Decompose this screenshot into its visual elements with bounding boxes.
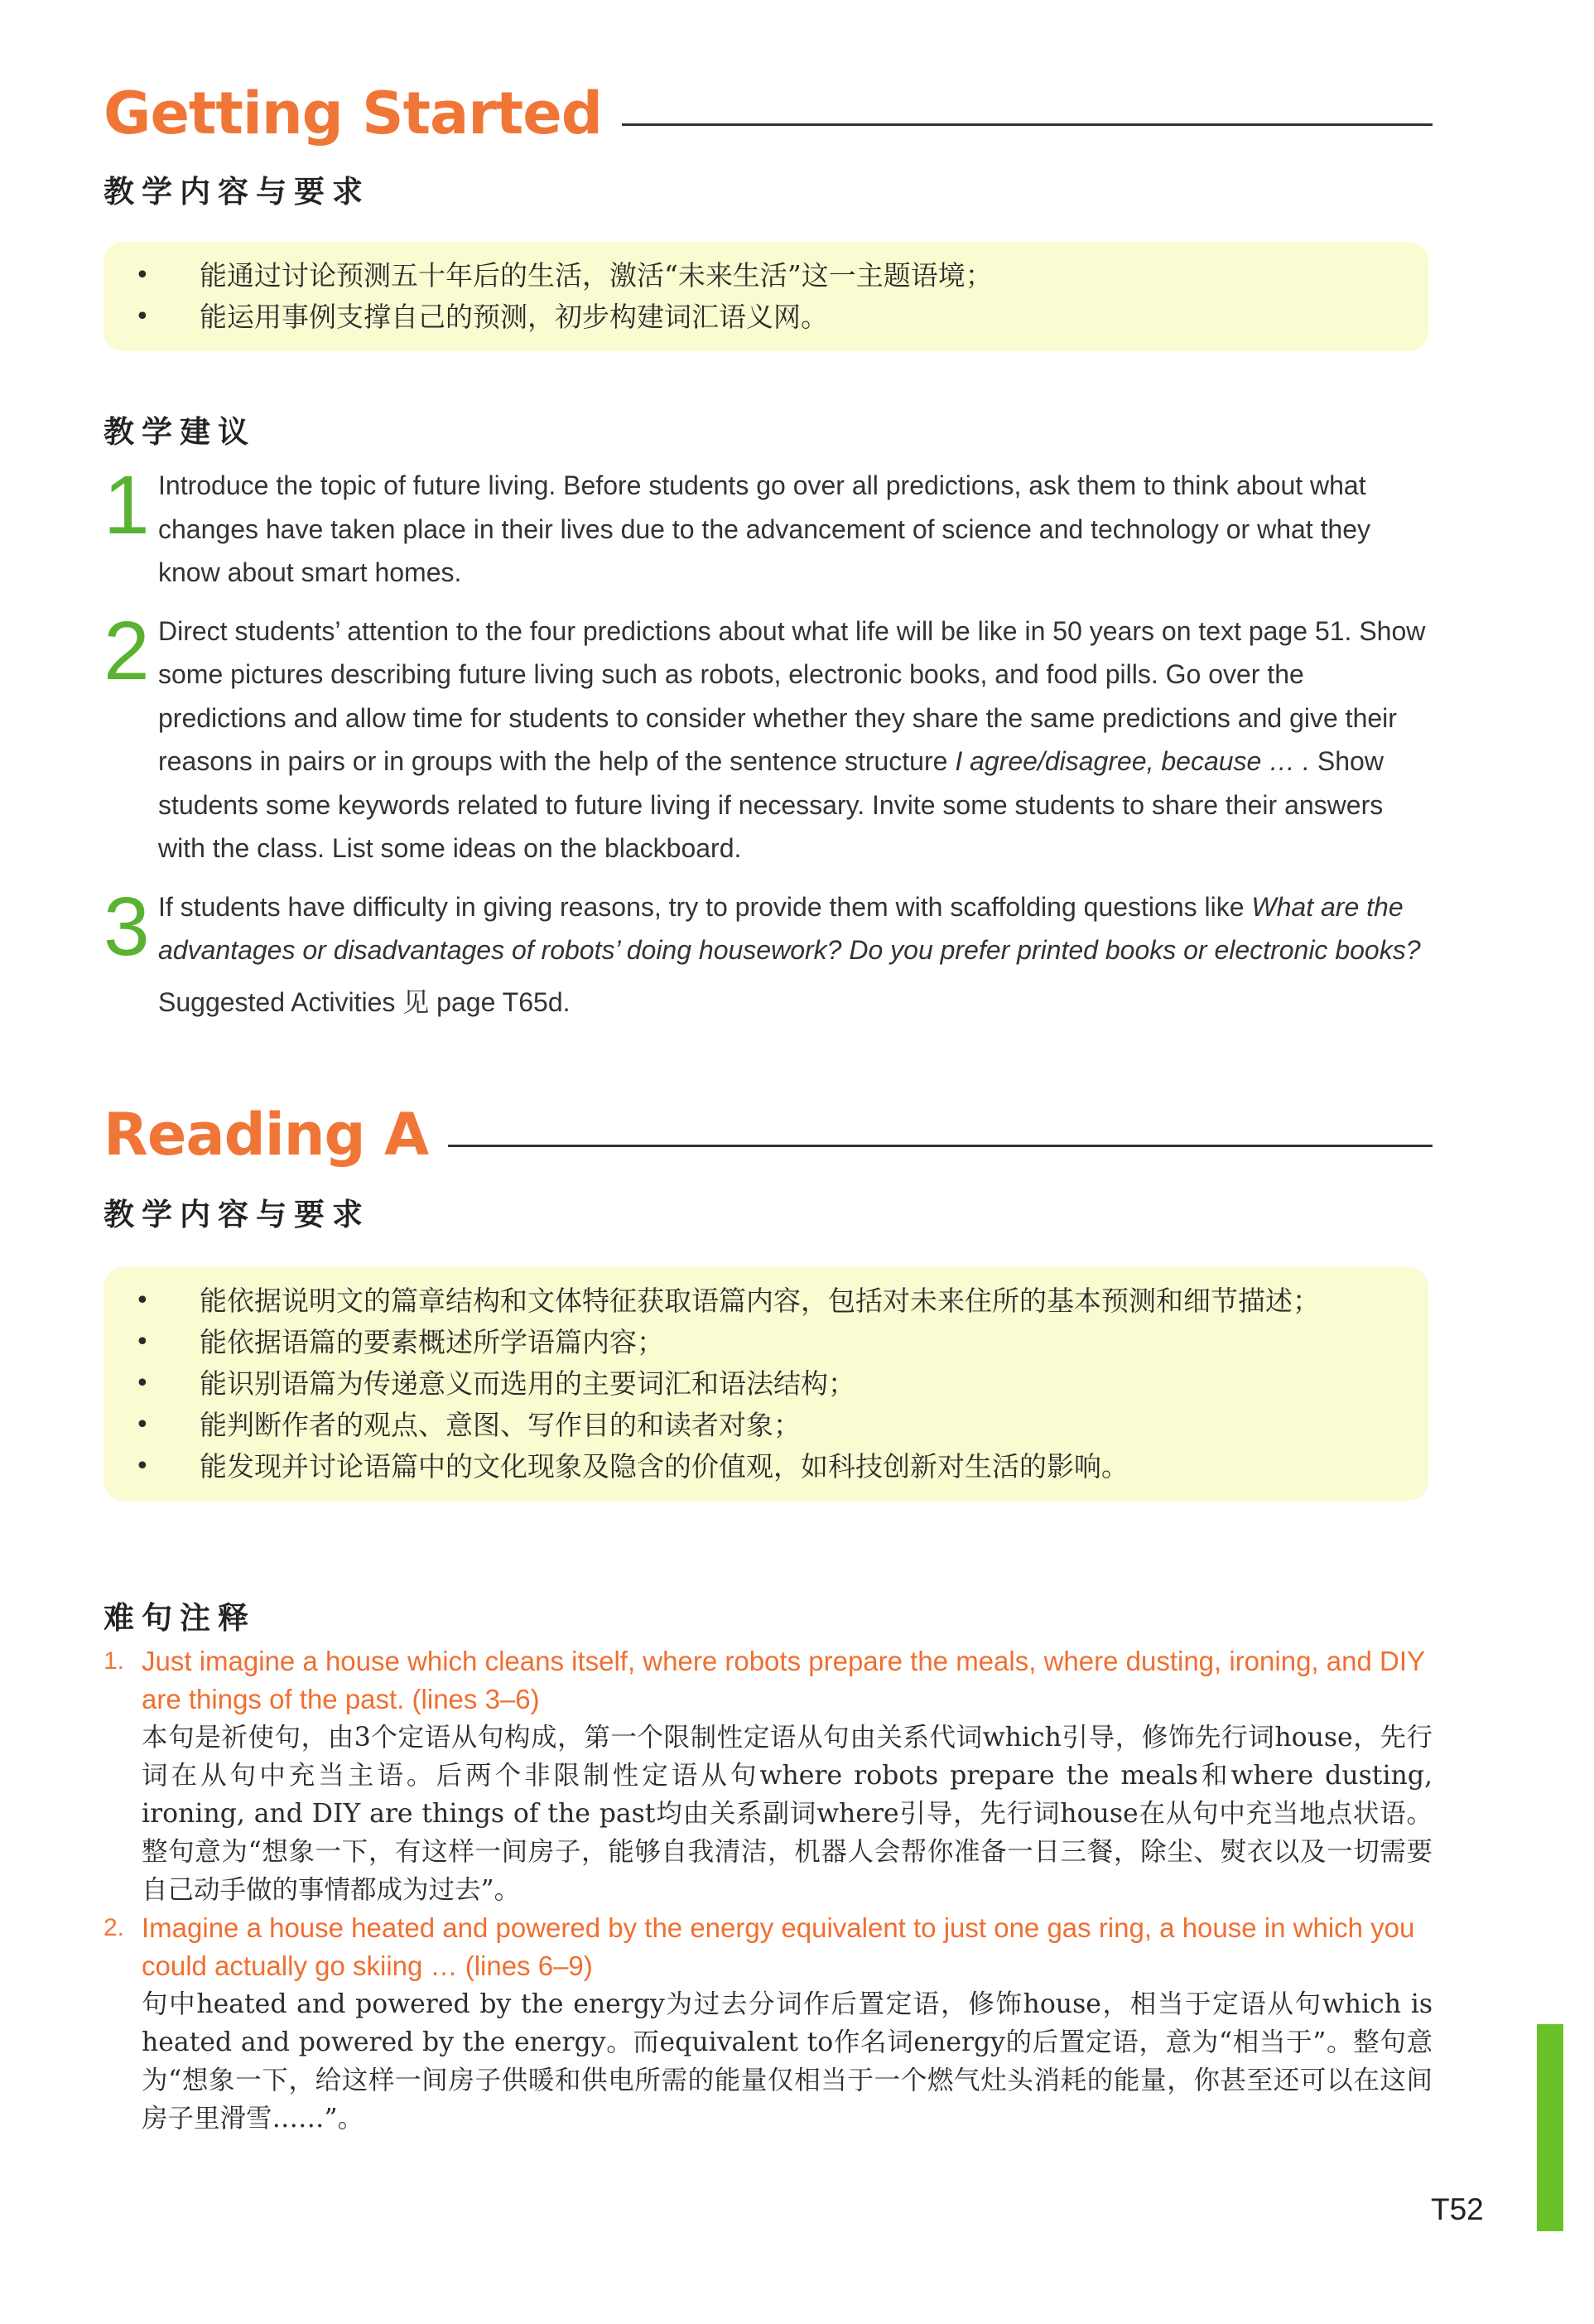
note-english-sentence: Imagine a house heated and powered by the energy equivalent to just one gas ring, a house in which you could actually go skiing … (lines 6–9)	[142, 1912, 1415, 1981]
note-english-sentence: Just imagine a house which cleans itself, where robots prepare the meals, where dusting, ironing, and DIY are things of the past. (lines 3–6)	[142, 1646, 1425, 1714]
title-rule	[448, 1145, 1433, 1147]
ra-goals-box	[104, 1267, 1428, 1501]
step-number: 1	[104, 459, 150, 552]
goal-item: • 能运用事例支撑自己的预测，初步构建词汇语义网。	[104, 297, 1395, 338]
getting-started-title: Getting Started	[104, 80, 602, 147]
step-number: 2	[104, 604, 150, 697]
page-number: T52	[1431, 2192, 1484, 2226]
suggested-activities: Suggested Activities 见 page T65d.	[158, 986, 571, 1017]
note-item	[104, 1909, 1433, 2138]
gs-goals-box	[104, 242, 1428, 351]
title-rule	[622, 123, 1433, 126]
gs-suggestions-heading: 教学建议	[104, 414, 256, 450]
note-explanation: 句中heated and powered by the energy为过去分词作后置定语，修饰house，相当于定语从句which is heated and powered by the energy。而equivalent to作名词energy的后置定语，意为“相当于”。整句意为“想象一下，给这样一间房子供暖和供电所需的能量仅相当于一个燃气灶头消耗的能量，你甚至还可以在这间房子里滑雪……”。	[142, 1989, 1433, 2134]
ra-notes-heading: 难句注释	[104, 1600, 256, 1636]
gs-goals-list	[104, 255, 1428, 338]
goal-item: • 能依据说明文的篇章结构和文体特征获取语篇内容，包括对未来住所的基本预测和细节描述；	[104, 1280, 1395, 1322]
ra-goals-heading: 教学内容与要求	[104, 1197, 370, 1232]
note-number: 1.	[104, 1647, 125, 1675]
goal-item: • 能依据语篇的要素概述所学语篇内容；	[104, 1322, 1395, 1363]
reading-a-header	[104, 1101, 1433, 1169]
step-number: 3	[104, 880, 150, 973]
goal-item: • 能发现并讨论语篇中的文化现象及隐含的价值观，如科技创新对生活的影响。	[104, 1446, 1395, 1487]
step-text-run: Introduce the topic of future living. Before students go over all predictions, ask them to think about what changes have taken place in their lives due to the advancement of science and technology or what they know about smart homes.	[158, 470, 1371, 587]
step-text	[158, 885, 1437, 972]
step-2	[104, 604, 1437, 870]
step-3	[104, 880, 1437, 973]
teaching-steps	[104, 459, 1437, 1024]
step-1	[104, 459, 1437, 595]
note-item	[104, 1642, 1433, 1909]
ra-goals-list	[104, 1280, 1428, 1487]
page-tab-marker	[1537, 2024, 1563, 2231]
reading-a-title: Reading A	[104, 1101, 429, 1169]
step-text-run: Show students some keywords related to future living if necessary. Invite some students to share their answers with the class. List some ideas on the blackboard.	[158, 746, 1384, 863]
getting-started-header	[104, 80, 1433, 147]
step-text-italic: I agree/disagree, because … .	[955, 746, 1311, 776]
step-text-italic: What are the advantages or disadvantages of robots’ doing housework? Do you prefer printed books or electronic books?	[158, 891, 1421, 965]
step-text	[158, 610, 1437, 870]
step-text-run: If students have difficulty in giving reasons, try to provide them with scaffolding questions like	[158, 891, 1252, 922]
difficult-sentences	[104, 1642, 1433, 2138]
note-number: 2.	[104, 1914, 125, 1941]
goal-item: • 能识别语篇为传递意义而选用的主要词汇和语法结构；	[104, 1363, 1395, 1405]
note-explanation: 本句是祈使句，由3个定语从句构成，第一个限制性定语从句由关系代词which引导，修饰先行词house，先行词在从句中充当主语。后两个非限制性定语从句where robots prepare the meals和where dusting, ironing, and DIY are things of the past均由关系副词where引导，先行词house在从句中充当地点状语。整句意为“想象一下，有这样一间房子，能够自我清洁，机器人会帮你准备一日三餐，除尘、熨衣以及一切需要自己动手做的事情都成为过去”。	[142, 1723, 1433, 1905]
goal-item: • 能通过讨论预测五十年后的生活，激活“未来生活”这一主题语境；	[104, 255, 1395, 297]
gs-goals-heading: 教学内容与要求	[104, 174, 370, 210]
step-text	[158, 464, 1437, 595]
step-text-run: Direct students’ attention to the four predictions about what life will be like in 50 years on text page 51. Show some pictures describing future living such as robots, electronic books, and food pills. Go over the predictions and allow time for students to consider whether they share the same predictions and give their reasons in pairs or in groups with the help of the sentence structure	[158, 615, 1426, 776]
goal-item: • 能判断作者的观点、意图、写作目的和读者对象；	[104, 1405, 1395, 1446]
